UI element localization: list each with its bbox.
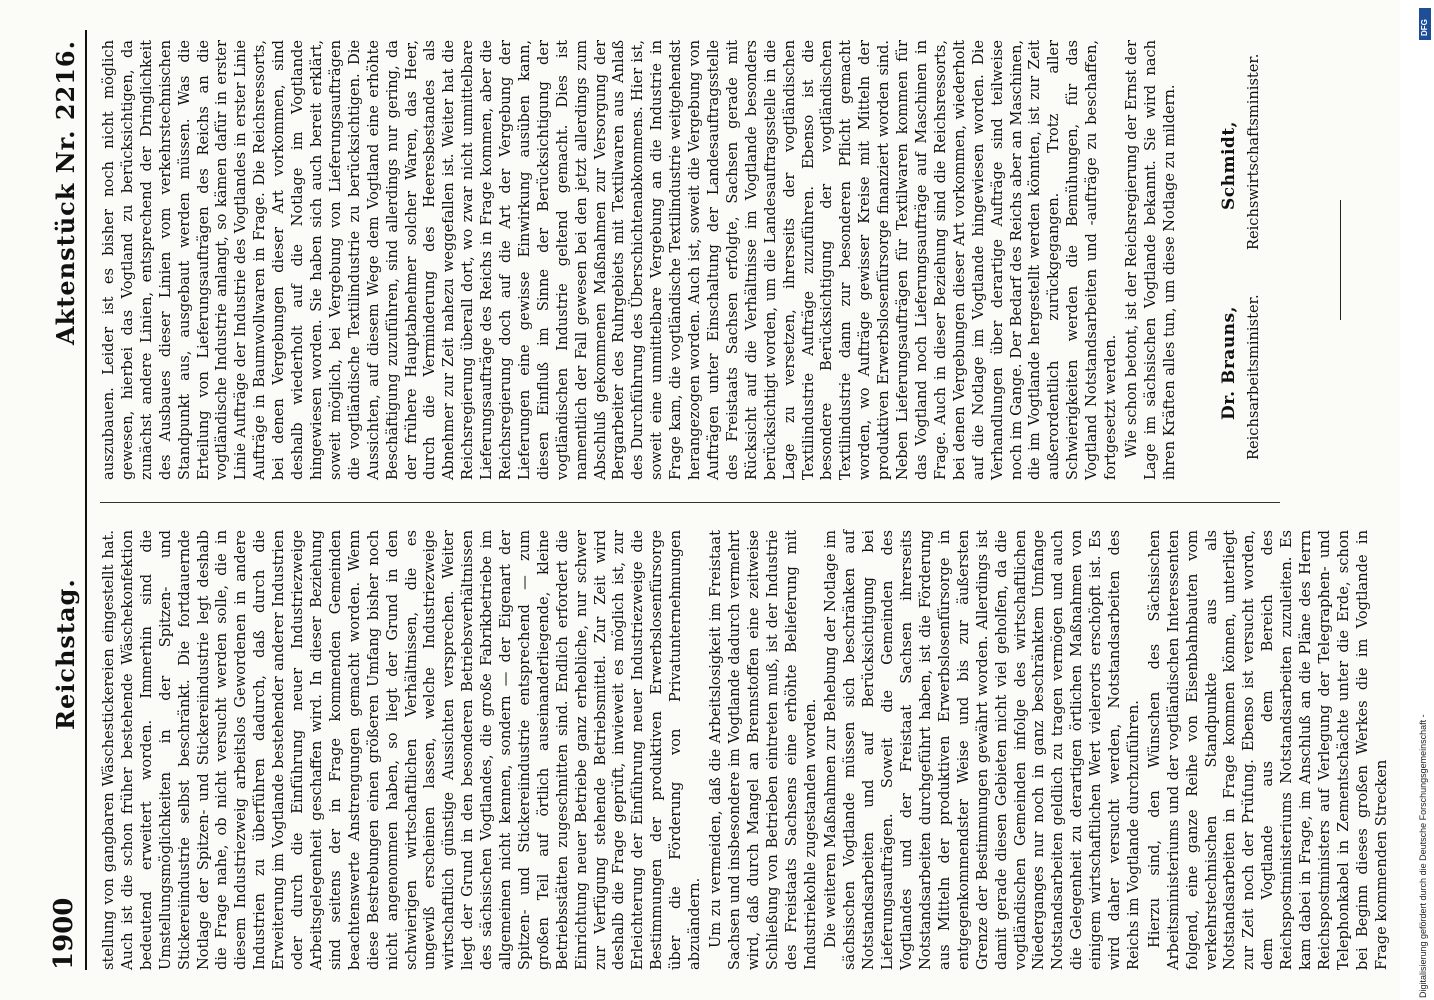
page-header — [45, 30, 87, 970]
signature-block — [1220, 40, 1340, 480]
closing-rule — [1340, 200, 1341, 320]
paragraph: Hierzu sind, den Wünschen des Sächsischen Arbeitsministeriums und der vogtländischen Interessenten folgend, eine ganze Reihe von Eisenbahnbauten vom verkehrstechnischen Standpunkte aus als Notstandsarbeiten in Frage kommen können, unterliegt zur Zeit noch der Prüfung. Ebenso ist versucht worden, dem Vogtlande aus dem Bereich des Reichspostministeriums Notstandsarbeiten zuzuleiten. Es kam dabei in Frage, im Anschluß an die Pläne des Herrn Reichspostministers auf Verlegung der Telegraphen- und Telephonkabel in Zementschächte unter die Erde, schon bei Beginn dieses großen Werkes die im Vogtlande in Frage kommenden Strecken — [1145, 530, 1390, 970]
signatory-name: Dr. Brauns, — [1218, 305, 1239, 420]
digitization-note — [1418, 8, 1432, 998]
right-column — [100, 40, 1381, 480]
paragraph: Wie schon betont, ist der Reichsregierung der Ernst der Lage im sächsischen Vogtlande bekannt. Sie wird nach ihren Kräften alles tun, um diese Notlage zu mildern. — [1122, 40, 1178, 480]
signatory-title: Reichsarbeitsminister. — [1244, 294, 1262, 460]
signatory-name: Schmidt, — [1218, 120, 1239, 210]
signature-left — [1220, 260, 1264, 460]
paragraph: Die weiteren Maßnahmen zur Behebung der Notlage im sächsischen Vogtlande müssen sich beschränken auf Notstandsarbeiten und auf Berücksichtigung bei Lieferungsaufträgen. Soweit die Gemeinden des Vogtlandes und der Freistaat Sachsen ihrerseits Notstandsarbeiten durchgeführt haben, ist die Förderung aus Mitteln der produktiven Erwerbslosenfürsorge in entgegenkommendster Weise und bis zur äußersten Grenze der Bestimmungen gewährt worden. Allerdings ist damit gerade diesen Gebieten nicht viel geholfen, da die vogtländischen Gemeinden infolge des wirtschaftlichen Niederganges nur noch in ganz beschränktem Umfange Notstandsarbeiten geldlich zu tragen vermögen und auch die Gelegenheit zu derartigen örtlichen Maßnahmen von einigem wirtschaftlichen Wert vielerorts erschöpft ist. Es wird daher versucht werden, Notstandsarbeiten des Reichs im Vogtlande durchzuführen. — [822, 530, 1142, 970]
left-column — [100, 530, 1392, 970]
dfg-logo — [1419, 8, 1431, 40]
signature-right — [1220, 40, 1264, 250]
signatory-title: Reichswirtschaftsminister. — [1244, 53, 1262, 250]
paragraph: Um zu vermeiden, daß die Arbeitslosigkeit im Freistaat Sachsen und insbesondere im Vogtlande dadurch vermehrt wird, daß durch Mangel an Brennstoffen eine zeitweise Schließung von Betrieben eintreten muß, ist der Industrie des Freistaats Sachsens eine erhöhte Belieferung mit Industriekohle zugestanden worden. — [707, 530, 819, 970]
dfg-logo-text: DFG — [1420, 19, 1429, 36]
header-title: Reichstag. — [51, 578, 80, 730]
document-number: Aktenstück Nr. 2216. — [51, 40, 80, 345]
digitization-note-text: Digitalisierung gefördert durch die Deutsche Forschungsgemeinschaft - — [1418, 714, 1428, 998]
page-number: 1900 — [49, 897, 79, 970]
paragraph: stellung von gangbaren Wäschestickereien eingestellt hat. Auch ist die schon früher bestehende Wäschekonfektion bedeutend erweitert worden. Immerhin sind die Umstellungsmöglichkeiten in der Spitzen- und Stickereiindustrie selbst beschränkt. Die fortdauernde Notlage der Spitzen- und Stickereiindustrie legt deshalb die Frage nahe, ob nicht versucht werden solle, die in diesem Industriezweig arbeitslos Gewordenen in andere Industrien zu überführen dadurch, daß durch die Erweiterung im Vogtlande bestehender anderer Industrien oder durch die Einführung neuer Industriezweige Arbeitsgelegenheit geschaffen wird. In dieser Beziehung sind seitens der in Frage kommenden Gemeinden beachtenswerte Anstrengungen gemacht worden. Wenn diese Bestrebungen einen größeren Umfang bisher noch nicht angenommen haben, so liegt der Grund in den schwierigen wirtschaftlichen Verhältnissen, die es ungewiß erscheinen lassen, welche Industriezweige wirtschaftlich günstige Aussichten versprechen. Weiter liegt der Grund in den besonderen Betriebsverhältnissen des sächsischen Vogtlandes, die große Fabrikbetriebe im allgemeinen nicht kennen, sondern — der Eigenart der Spitzen- und Stickereiindustrie entsprechend — zum großen Teil auf örtlich auseinanderliegende, kleine Betriebsstätten zugeschnitten sind. Endlich erfordert die Einrichtung neuer Betriebe ganz erhebliche, nur schwer zur Verfügung stehende Betriebsmittel. Zur Zeit wird deshalb die Frage geprüft, inwieweit es möglich ist, zur Erleichterung der Einführung neuer Industriezweige die Bestimmungen der produktiven Erwerbslosenfürsorge über die Förderung von Privatunternehmungen abzuändern. — [100, 530, 704, 970]
column-divider — [100, 502, 1280, 503]
paragraph: auszubauen. Leider ist es bisher noch nicht möglich gewesen, hierbei das Vogtland zu berücksichtigen, da zunächst andere Linien, entsprechend der Dringlichkeit des Ausbaues dieser Linien vom verkehrstechnischen Standpunkt aus, ausgebaut werden müssen. Was die Erteilung von Lieferungsaufträgen des Reichs an die vogtländische Industrie anlangt, so kämen dafür in erster Linie Aufträge der Industrie des Vogtlandes in erster Linie Aufträge in Baumwollwaren in Frage. Die Reichsressorts, bei denen Vergebungen dieser Art vorkommen, sind deshalb wiederholt auf die Notlage im Vogtlande hingewiesen worden. Sie haben sich auch bereit erklärt, soweit möglich, bei Vergebung von Lieferungsaufträgen die vogtländische Textilindustrie zu berücksichtigen. Die Aussichten, auf diesem Wege dem Vogtland eine erhöhte Beschäftigung zuzuführen, sind allerdings nur gering, da der frühere Hauptabnehmer solcher Waren, das Heer, durch die Verminderung des Heeresbestandes als Abnehmer zur Zeit nahezu weggefallen ist. Weiter hat die Reichsregierung überall dort, wo zwar nicht unmittelbare Lieferungsaufträge des Reichs in Frage kommen, aber die Reichsregierung doch auf die Art der Vergebung der Lieferungen eine gewisse Einwirkung ausüben kann, diesen Einfluß im Sinne der Berücksichtigung der vogtländischen Industrie geltend gemacht. Dies ist namentlich der Fall gewesen bei den jetzt allerdings zum Abschluß gekommenen Maßnahmen zur Versorgung der Bergarbeiter des Ruhrgebiets mit Textilwaren aus Anlaß des Durchführung des Überschichtenabkommens. Hier ist, soweit eine unmittelbare Vergebung an die Industrie in Frage kam, die vogtländische Textilindustrie weitgehendst herangezogen worden. Auch ist, soweit die Vergebung von Aufträgen unter Einschaltung der Landesauftragsstelle des Freistaats Sachsen erfolgte, Sachsen gerade mit Rücksicht auf die Verhältnisse im Vogtlande besonders berücksichtigt worden, um die Landesauftragsstelle in die Lage zu versetzen, ihrerseits der vogtländischen Textilindustrie Aufträge zuzuführen. Ebenso ist die besondere Berücksichtigung der vogtländischen Textilindustrie dann zur besonderen Pflicht gemacht worden, wo Aufträge gewisser Kreise mit Mitteln der produktiven Erwerbslosenfürsorge finanziert worden sind. Neben Lieferungsaufträgen für Textilwaren kommen für das Vogtland noch Lieferungsaufträge auf Maschinen in Frage. Auch in dieser Beziehung sind die Reichsressorts, bei denen Vergebungen dieser Art vorkommen, wiederholt auf die Notlage im Vogtlande hingewiesen worden. Die Verhandlungen über derartige Aufträge sind teilweise noch im Gange. Der Bedarf des Reichs aber an Maschinen, die im Vogtlande hergestellt werden könnten, ist zur Zeit außerordentlich zurückgegangen. Trotz aller Schwierigkeiten werden die Bemühungen, für das Vogtland Notstandsarbeiten und -aufträge zu beschaffen, fortgesetzt werden. — [100, 40, 1120, 480]
